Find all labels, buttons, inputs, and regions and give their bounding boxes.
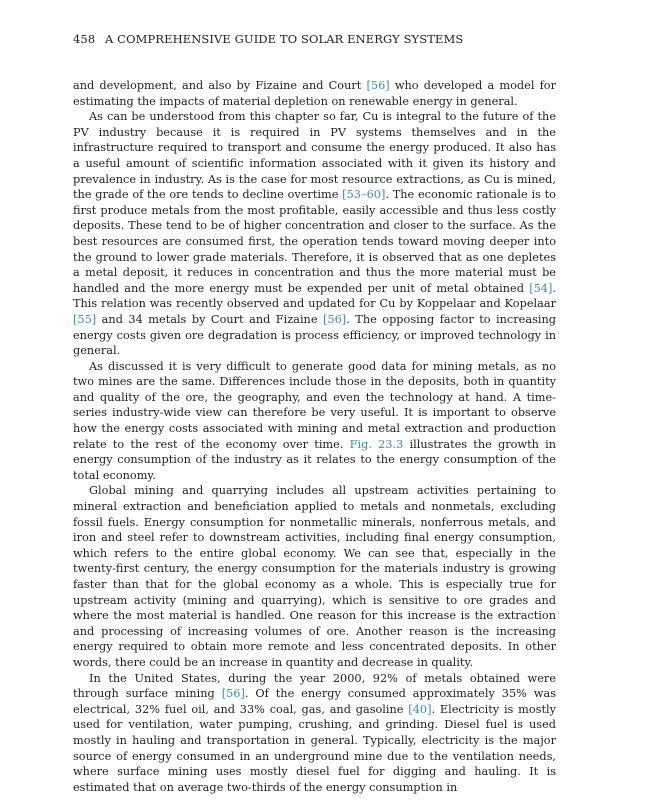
paragraph-text: and development, and also by Fizaine and Court bbox=[73, 79, 367, 92]
paragraph bbox=[73, 483, 556, 670]
body-text bbox=[73, 78, 556, 795]
citation-link[interactable]: Fig. 23.3 bbox=[349, 437, 404, 451]
paragraph-text: . The opposing factor to increasing energy costs given ore degradation is process efficiency, or improved technology in general. bbox=[73, 312, 556, 358]
paragraph-text: and 34 metals by Court and Fizaine bbox=[96, 312, 324, 326]
paragraph-text: . Of the energy consumed approximately 35% was electrical, 32% fuel oil, and 33% coal, gas, and gasoline bbox=[73, 687, 556, 716]
paragraph-text: As can be understood from this chapter so far, Cu is integral to the future of the PV industry because it is required in PV systems themselves and in the infrastructure required to transport and consume the energy produced. It also has a useful amount of scientific information associated with it given its history and prevalence in industry. As is the case for most resource extractions, as Cu is mined, the grade of the ore tends to decline overtime bbox=[73, 110, 556, 202]
paragraph bbox=[73, 671, 556, 796]
paragraph-text: . This relation was recently observed and updated for Cu by Koppelaar and Kopelaar bbox=[73, 281, 556, 311]
citation-link[interactable]: [56] bbox=[221, 687, 245, 701]
page-number: 458 bbox=[73, 32, 96, 46]
citation-link[interactable]: [55] bbox=[73, 312, 97, 326]
citation-link[interactable]: [56] bbox=[366, 79, 390, 92]
paragraph-text: . The economic rationale is to first produce metals from the most profitable, easily accessible and thus less costly deposits. These tend to be of higher concentration and closer to the surface. As the best resources are consumed first, the operation tends toward moving deeper into the ground to lower grade materials. Therefore, it is observed that as one depletes a metal deposit, it reduces in concentration and thus the more material must be handled and the more energy must be expended per unit of metal obtained bbox=[73, 188, 556, 295]
running-title: A COMPREHENSIVE GUIDE TO SOLAR ENERGY SYSTEMS bbox=[105, 32, 464, 46]
paragraph bbox=[73, 359, 556, 484]
paragraph-text: who developed a model for estimating the impacts of material depletion on renewable energy in general. bbox=[73, 79, 556, 108]
citation-link[interactable]: [54] bbox=[529, 281, 553, 295]
running-header bbox=[73, 32, 463, 46]
paragraph-text: illustrates the growth in energy consumption of the industry as it relates to the energy consumption of the total economy. bbox=[73, 437, 557, 482]
paragraph-text: In the United States, during the year 2000, 92% of metals obtained were through surface mining bbox=[73, 671, 556, 701]
citation-link[interactable]: [40] bbox=[408, 702, 432, 716]
paragraph-text: . Electricity is mostly used for ventilation, water pumping, crushing, and grinding. Diesel fuel is used mostly in hauling and transportation in general. Typically, electricity is the major source of energy consumed in an underground mine due to the ventilation needs, where surface mining uses mostly diesel fuel for digging and hauling. It is estimated that on average two-thirds of the energy consumption in bbox=[73, 702, 556, 794]
citation-link[interactable]: [53–60] bbox=[342, 188, 386, 202]
citation-link[interactable]: [56] bbox=[323, 312, 347, 326]
paragraph bbox=[73, 78, 556, 109]
paragraph bbox=[73, 109, 556, 359]
paragraph-text: Global mining and quarrying includes all upstream activities pertaining to mineral extraction and beneficiation applied to metals and nonmetals, excluding fossil fuels. Energy consumption for nonmetallic minerals, nonferrous metals, and iron and steel refer to downstream activities, including final energy consumption, which refers to the entire global economy. We can see that, especially in the twenty-first century, the energy consumption for the materials industry is growing faster than that for the global economy as a whole. This is especially true for upstream activity (mining and quarrying), which is sensitive to ore grades and where the most material is handled. One reason for this increase is the extraction and processing of increasing volumes of ore. Another reason is the increasing energy required to obtain more remote and less concentrated deposits. In other words, there could be an increase in quantity and decrease in quality. bbox=[73, 484, 556, 669]
paragraph-text: As discussed it is very difficult to generate good data for mining metals, as no two mines are the same. Differences include those in the deposits, both in quantity and quality of the ore, the geography, and even the technology at hand. A time-series industry-wide view can therefore be very useful. It is important to observe how the energy costs associated with mining and metal extraction and production relate to the rest of the economy over time. bbox=[73, 359, 556, 451]
